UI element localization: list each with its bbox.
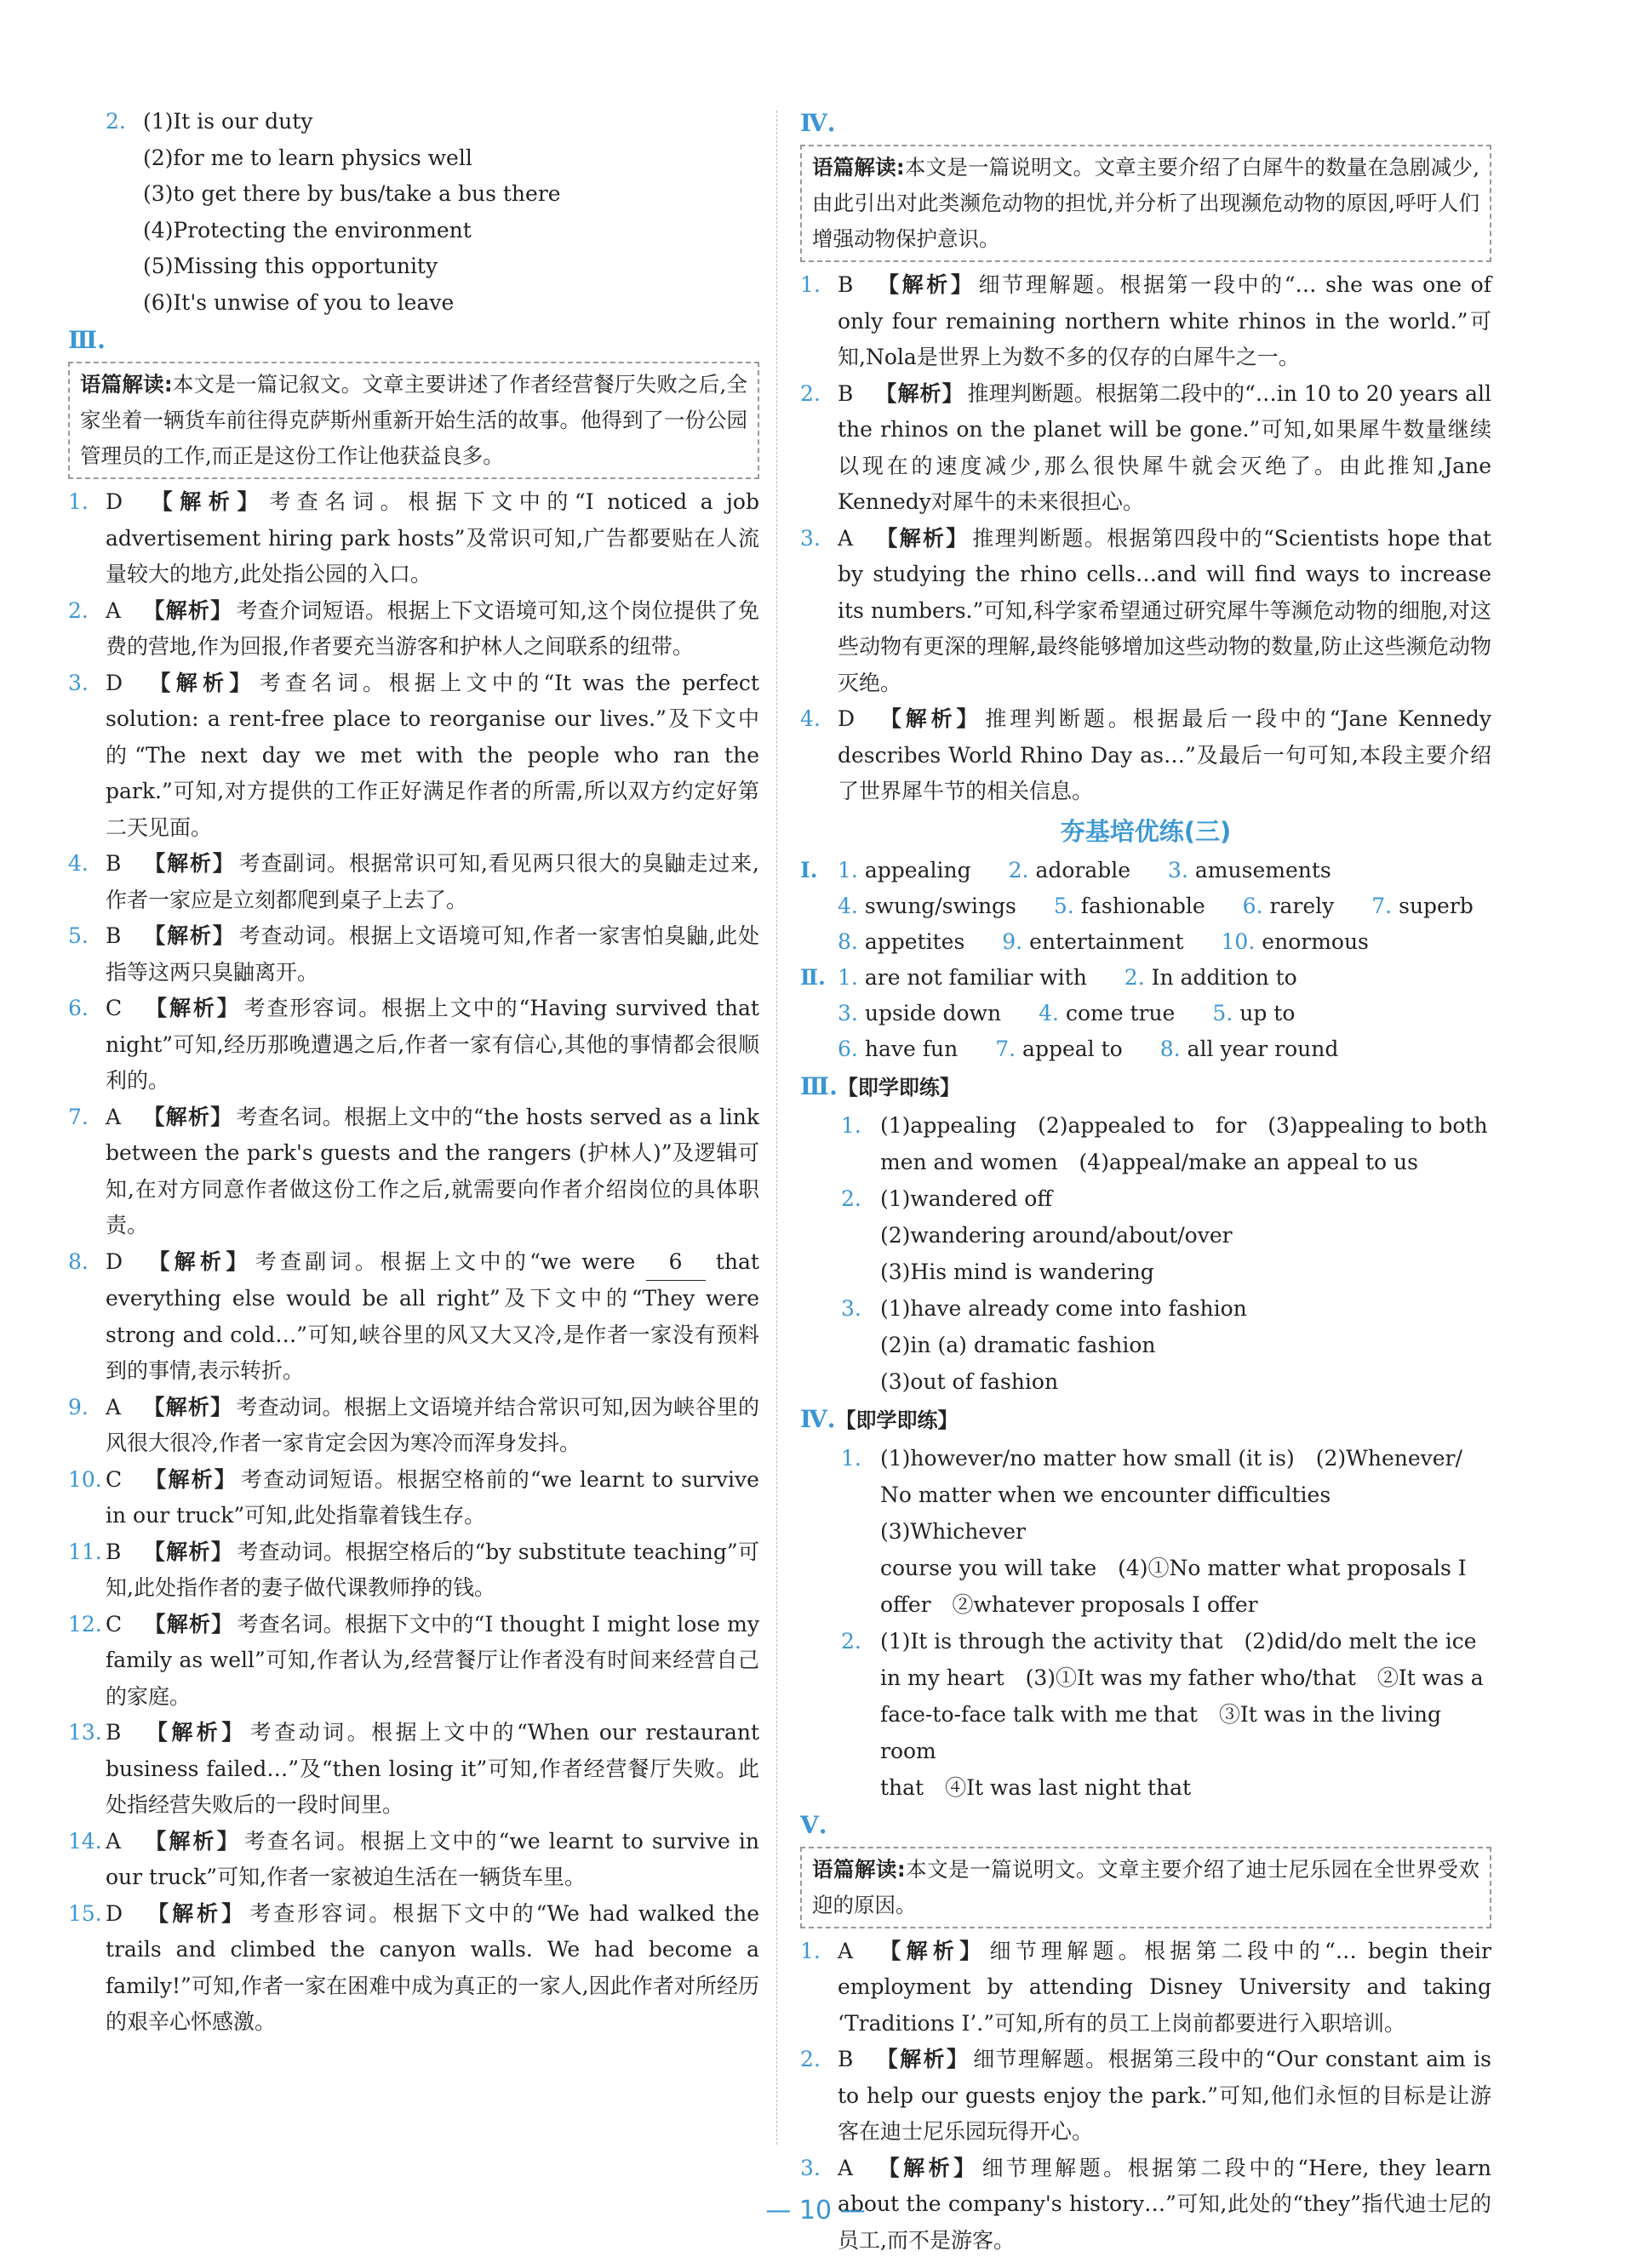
word-answer: swung/swings (864, 893, 1016, 918)
word-number: 6. (1242, 893, 1263, 918)
practice-line (800, 1623, 1491, 1660)
analysis-tag: 【解析】 (143, 597, 233, 623)
analysis-tag: 【解析】 (143, 1104, 233, 1129)
item-number: 4. (68, 851, 89, 876)
answer-item (800, 521, 1491, 702)
analysis-tag: 【解析】 (145, 1900, 247, 1926)
word-answer: up to (1239, 1000, 1296, 1025)
analysis-tag: 【解析】 (875, 2047, 970, 2071)
word-list-cells (838, 996, 1332, 1031)
item-text (838, 1934, 1491, 2042)
word-list-row (800, 996, 1491, 1031)
practice-number: 1. (841, 1112, 861, 1138)
item-number: 7. (68, 1104, 89, 1129)
answer-item (68, 1462, 759, 1534)
item-text (106, 1715, 759, 1824)
answer-item (68, 846, 759, 918)
right-column (800, 104, 1491, 2259)
explanation: 考查介词短语。根据上下文语境可知,这个岗位提供了免费的营地,作为回报,作者要充当游客和护林人之间联系的纽带。 (106, 597, 759, 659)
word-number: 1. (838, 857, 858, 883)
analysis-tag: 【解析】 (875, 2155, 979, 2180)
item-text (106, 1534, 759, 1607)
word-answer: appeal to (1022, 1036, 1123, 1061)
answer-item (68, 1715, 759, 1824)
answer-item (68, 1390, 759, 1462)
answer-letter: D (106, 1900, 123, 1926)
analysis-tag: 【解析】 (144, 1466, 237, 1492)
analysis-tag: 【解析】 (875, 525, 970, 551)
answer-item (68, 1896, 759, 2041)
item-number: 1. (800, 1938, 821, 1963)
item-number: 10. (68, 1466, 102, 1492)
answer-letter: B (106, 1720, 122, 1745)
answer-letter: A (106, 1828, 122, 1854)
practice-line (800, 1660, 1491, 1696)
summary-label: 语篇解读: (812, 1856, 906, 1882)
item-number: 15. (68, 1900, 102, 1926)
item-text (106, 1390, 759, 1462)
item-number: 13. (68, 1720, 102, 1745)
word-cell (1039, 1001, 1193, 1025)
section-5-label: Ⅴ. (800, 1810, 827, 1839)
section-label: Ⅳ. (800, 1404, 836, 1433)
item-text (106, 1244, 759, 1390)
answer-letter: B (838, 2047, 854, 2071)
item-text (838, 2042, 1491, 2151)
answer-item (68, 593, 759, 666)
answer-item (800, 701, 1491, 810)
explanation: 考查形容词。根据下文中的“We had walked the trails and climbed the canyon walls. We had become a family!”可知,作者一家在困难中成为真正的一家人,因此作者对所经历的艰辛心怀感激。 (106, 1900, 759, 2034)
answer-list (68, 484, 759, 1244)
answer-letter: A (838, 1938, 854, 1963)
answer-letter: B (106, 923, 122, 948)
explanation: 细节理解题。根据第一段中的“… she was one of only four remaining northern white rhinos in the world.”可知,Nola是世界上为数不多的仅存的白犀牛之一。 (838, 272, 1491, 369)
word-answer: amusements (1194, 857, 1331, 883)
word-number: 9. (1002, 928, 1023, 954)
answer-item (68, 991, 759, 1100)
item-number: 11. (68, 1539, 102, 1564)
word-list-row (800, 888, 1491, 924)
explanation: 考查动词。根据上文语境并结合常识可知,因为峡谷里的风很大很冷,作者一家肯定会因为寒冷而浑身发抖。 (106, 1394, 759, 1455)
word-answer: are not familiar with (864, 964, 1087, 990)
item-text (106, 484, 759, 593)
analysis-tag: 【解析】 (143, 851, 236, 876)
explanation: 推理判断题。根据最后一段中的“Jane Kennedy describes World Rhino Day as…”及最后一句可知,本段主要介绍了世界犀牛节的相关信息。 (838, 706, 1491, 803)
explanation: 考查动词。根据上文语境可知,作者一家害怕臭鼬,此处指等这两只臭鼬离开。 (106, 923, 759, 985)
item-text-post: that everything else would be all right”及下文中的“They were strong and cold…”可知,峡谷里的风又大又冷,是作者一家没有预料到的事情,表示转折。 (106, 1248, 759, 1383)
analysis-tag: 【解析】 (143, 1539, 234, 1564)
answer-item (68, 666, 759, 847)
summary-text: 本文是一篇记叙文。文章主要讲述了作者经营餐厅失败之后,全家坐着一辆货车前往得克萨斯州重新开始生活的故事。他得到了一份公园管理员的工作,而正是这份工作让他获益良多。 (80, 372, 747, 468)
answer-letter: B (106, 851, 122, 876)
answer-item (68, 176, 759, 213)
item-text (106, 1896, 759, 2041)
answer-letter: A (106, 597, 122, 623)
answer-item (68, 484, 759, 593)
answer-list-continued (68, 1390, 759, 2041)
answer-letter: A (838, 2155, 854, 2180)
answer-letter: D (106, 489, 123, 514)
section-title: 【即学即练】 (835, 1408, 959, 1432)
answer-letter: C (106, 996, 123, 1020)
practice-line (800, 1327, 1491, 1363)
answer-item (68, 1607, 759, 1716)
blank-number: 6 (646, 1244, 706, 1282)
practice-number: 1. (841, 1445, 861, 1471)
word-answer: fashionable (1080, 893, 1205, 918)
practice-text: men and women (4)appeal/make an appeal to us (880, 1149, 1418, 1174)
word-number: 5. (1212, 1000, 1233, 1025)
summary-label: 语篇解读: (812, 155, 905, 180)
word-number: 3. (1168, 857, 1188, 883)
section-label (800, 996, 838, 1031)
item-number: 2. (800, 2047, 821, 2071)
item-text: (2)for me to learn physics well (143, 145, 472, 170)
word-answer: have fun (864, 1036, 959, 1061)
analysis-tag: 【解析】 (875, 1938, 987, 1963)
word-number: 4. (1039, 1000, 1059, 1025)
practice-text: (1)however/no matter how small (it is) (2)Whenever/ (880, 1445, 1462, 1471)
analysis-tag: 【解析】 (145, 1248, 252, 1274)
practice-title: 夯基培优练(三) (1060, 816, 1232, 846)
analysis-tag: 【解析】 (145, 670, 256, 695)
passage-summary-box (800, 145, 1491, 262)
word-answer: appetites (864, 928, 965, 954)
answer-letter: D (838, 706, 856, 731)
practice-line (800, 1440, 1491, 1477)
summary-label: 语篇解读: (80, 372, 173, 397)
answer-item (68, 140, 759, 177)
answer-item (800, 267, 1491, 376)
passage-summary-box (800, 1847, 1491, 1928)
word-cell (1002, 929, 1202, 954)
word-list-row (800, 924, 1491, 960)
section-label (800, 924, 838, 960)
item-number: 14. (68, 1828, 102, 1854)
practice-text: (1)It is through the activity that (2)did/do melt the ice (880, 1628, 1477, 1654)
word-list-2 (800, 960, 1491, 1067)
word-answer: upside down (864, 1000, 1002, 1025)
analysis-tag: 【解析】 (877, 706, 982, 731)
practice-answers-4 (800, 1440, 1491, 1806)
item-text (838, 701, 1491, 810)
analysis-tag: 【解析】 (143, 1828, 241, 1854)
practice-line (800, 1586, 1491, 1623)
explanation: 细节理解题。根据第二段中的“Here, they learn about the company's history…”可知,此处的“they”指代迪士尼的员工,而不是游客。 (838, 2155, 1491, 2253)
word-list-cells (838, 1031, 1376, 1067)
item-number: 6. (68, 996, 89, 1020)
word-cell (838, 929, 983, 954)
answer-item (68, 1244, 759, 1390)
passage-summary-box (68, 362, 759, 479)
word-list-row (800, 1031, 1491, 1067)
analysis-tag: 【解析】 (143, 923, 236, 948)
word-list-cells (838, 888, 1511, 924)
word-cell (1168, 858, 1350, 883)
item-number: 3. (68, 670, 89, 695)
practice-text: (2)in (a) dramatic fashion (880, 1332, 1156, 1357)
word-list-cells (838, 960, 1335, 996)
explanation: 考查名词。根据上文中的“the hosts served as a link between the park's guests and the rangers (护林人)”及逻辑可知,在对方同意作者做这份工作之后,就需要向作者介绍岗位的具体职责。 (106, 1104, 759, 1237)
column-divider (776, 111, 777, 2145)
explanation: 细节理解题。根据第二段中的“… begin their employment by attending Disney University and taking ‘Traditions Ⅰ’.”可知,所有的员工上岗前都要进行入职培训。 (838, 1938, 1491, 2036)
item-text (106, 666, 759, 847)
practice-line (800, 1254, 1491, 1290)
explanation: 考查名词。根据上文中的“It was the perfect solution: a rent-free place to reorganise our lives.”及下文中的“The next day we met with the people who ran the park.”可知,对方提供的工作正好满足作者的所需,所以双方约定好第二天见面。 (106, 670, 759, 840)
word-number: 8. (1159, 1036, 1181, 1061)
word-number: 7. (1371, 893, 1393, 918)
word-cell (995, 1037, 1142, 1061)
practice-text: that ④It was last night that (880, 1774, 1192, 1800)
explanation: 考查动词。根据上文中的“When our restaurant business failed…”及“then losing it”可知,作者经营餐厅失败。此处指经营失败后的一段时间里。 (106, 1720, 759, 1817)
answer-item (800, 376, 1491, 521)
word-number: 10. (1221, 928, 1256, 954)
practice-number: 2. (841, 1628, 861, 1654)
item-text (106, 1824, 759, 1896)
item-number: 12. (68, 1611, 102, 1637)
section-4-label: Ⅳ. (800, 109, 836, 137)
word-answer: In addition to (1151, 964, 1297, 990)
practice-line (800, 1217, 1491, 1254)
analysis-tag: 【解析】 (145, 489, 266, 514)
practice-answers-3 (800, 1107, 1491, 1400)
word-answer: adorable (1035, 857, 1131, 883)
analysis-tag: 【解析】 (143, 1394, 233, 1420)
word-cell (838, 858, 990, 883)
practice-text: (3)out of fashion (880, 1368, 1059, 1394)
practice-line (800, 1144, 1491, 1180)
word-cell (1243, 894, 1353, 918)
item-text: (4)Protecting the environment (143, 217, 472, 243)
practice-text: (1)have already come into fashion (880, 1295, 1247, 1321)
analysis-tag: 【解析】 (875, 380, 964, 406)
explanation: 考查形容词。根据上文中的“Having survived that night”可知,经历那晚遭遇之后,作者一家有信心,其他的事情都会很顺利的。 (106, 996, 759, 1093)
word-cell (1054, 894, 1224, 918)
section-label (800, 1031, 838, 1067)
analysis-tag: 【解析】 (144, 996, 241, 1020)
word-list-row (800, 853, 1491, 888)
word-number: 2. (1008, 857, 1029, 883)
section-3-label: Ⅲ. (68, 326, 106, 354)
item-text (106, 918, 759, 991)
item-text (106, 1100, 759, 1244)
word-answer: enormous (1262, 928, 1369, 954)
section-4-heading (800, 1400, 1491, 1440)
word-number: 6. (838, 1036, 858, 1061)
answer-item (800, 2042, 1491, 2151)
answer-item (800, 1934, 1491, 2042)
word-cell (1125, 965, 1316, 990)
practice-text: (3)His mind is wandering (880, 1259, 1154, 1284)
answer-item (68, 249, 759, 285)
practice-line (800, 1180, 1491, 1217)
answer-letter: A (106, 1394, 122, 1420)
practice-line (800, 1363, 1491, 1400)
item-text (106, 991, 759, 1100)
answer-item (68, 1534, 759, 1607)
item-number: 1. (800, 272, 821, 297)
item-text (838, 376, 1491, 521)
item-number: 2. (106, 109, 126, 134)
practice-text: (2)wandering around/about/over (880, 1222, 1233, 1248)
summary-text: 本文是一篇说明文。文章主要介绍了白犀牛的数量在急剧减少,由此引出对此类濒危动物的担忧,并分析了出现濒危动物的原因,呼吁人们增强动物保护意识。 (812, 155, 1479, 251)
practice-text: in my heart (3)①It was my father who/that ②It was a (880, 1665, 1484, 1690)
item-number: 2. (68, 597, 89, 623)
word-number: 8. (838, 928, 858, 954)
word-cell (838, 894, 1035, 918)
word-cell (838, 1001, 1020, 1025)
item-text (106, 593, 759, 666)
practice-line (800, 1290, 1491, 1327)
word-cell (838, 965, 1106, 990)
answer-item (68, 104, 759, 140)
answer-letter: C (106, 1466, 123, 1492)
practice-text: (1)wandered off (880, 1185, 1053, 1211)
word-cell (1009, 858, 1149, 883)
practice-text: face-to-face talk with me that ③It was in the living room (880, 1701, 1442, 1763)
analysis-tag: 【解析】 (144, 1611, 234, 1637)
explanation: 考查动词短语。根据空格前的“we learnt to survive in our truck”可知,此处指靠着钱生存。 (106, 1466, 759, 1528)
item-number: 4. (800, 706, 821, 731)
item-text (838, 521, 1491, 702)
practice-number: 2. (841, 1185, 861, 1211)
explanation: 考查名词。根据下文中的“I noticed a job advertisement hiring park hosts”及常识可知,广告都要贴在人流量较大的地方,此处指公园的入口。 (106, 489, 759, 586)
top-answer-list (68, 104, 759, 321)
practice-text: No matter when we encounter difficulties (3)Whichever (880, 1482, 1353, 1544)
word-answer: rarely (1269, 893, 1335, 918)
practice-number: 3. (841, 1295, 861, 1321)
explanation: 考查副词。根据常识可知,看见两只很大的臭鼬走过来,作者一家应是立刻都爬到桌子上去了。 (106, 851, 759, 912)
explanation: 考查动词。根据空格后的“by substitute teaching”可知,此处指作者的妻子做代课教师挣的钱。 (106, 1539, 759, 1600)
explanation: 考查名词。根据下文中的“I thought I might lose my family as well”可知,作者认为,经营餐厅让作者没有时间来经营自己的家庭。 (106, 1611, 759, 1709)
item-text (106, 1462, 759, 1534)
answer-letter: A (838, 525, 854, 551)
word-answer: superb (1399, 893, 1474, 918)
word-list-cells (838, 853, 1369, 888)
item-text (838, 267, 1491, 376)
answer-item (68, 285, 759, 322)
item-text (106, 846, 759, 918)
item-text: (5)Missing this opportunity (143, 254, 438, 278)
word-cell (1371, 894, 1492, 918)
item-number: 3. (800, 525, 821, 551)
answer-letter: B (838, 380, 854, 406)
answer-letter: C (106, 1611, 123, 1637)
word-list-row (800, 960, 1491, 996)
word-number: 4. (838, 893, 858, 918)
practice-text: (1)appealing (2)appealed to for (3)appealing to both (880, 1112, 1488, 1138)
practice-line (800, 1550, 1491, 1586)
word-cell (838, 1037, 976, 1061)
practice-line (800, 1107, 1491, 1144)
answer-list (800, 267, 1491, 810)
word-cell (1212, 1001, 1313, 1025)
word-number: 2. (1124, 964, 1145, 990)
word-cell (1222, 929, 1388, 954)
left-column (68, 104, 759, 2041)
practice-text: course you will take (4)①No matter what proposals I (880, 1555, 1467, 1580)
explanation: 推理判断题。根据第二段中的“…in 10 to 20 years all the rhinos on the planet will be gone.”可知,如果犀牛数量继续以现在的速度减少,那么很快犀牛就会灭绝了。由此推知,Jane Kennedy对犀牛的未来很担心。 (838, 380, 1491, 514)
answer-letter: D (106, 1248, 123, 1274)
word-list-1 (800, 853, 1491, 960)
item-text-pre: 考查副词。根据上文中的“we were (255, 1248, 636, 1274)
item-text: (6)It's unwise of you to leave (143, 289, 455, 315)
section-title: 【即学即练】 (837, 1075, 960, 1100)
word-answer: entertainment (1029, 928, 1184, 954)
item-number: 8. (68, 1248, 89, 1274)
practice-text: offer ②whatever proposals I offer (880, 1591, 1258, 1617)
summary-text: 本文是一篇说明文。文章主要介绍了迪士尼乐园在全世界受欢迎的原因。 (812, 1856, 1479, 1917)
answer-letter: D (106, 670, 123, 695)
answer-letter: A (106, 1104, 122, 1129)
page-number: — 10 — (765, 2196, 866, 2225)
practice-line (800, 1477, 1491, 1550)
answer-letter: B (838, 272, 854, 297)
word-number: 7. (995, 1036, 1016, 1061)
explanation: 考查名词。根据上文中的“we learnt to survive in our truck”可知,作者一家被迫生活在一辆货车里。 (106, 1828, 759, 1889)
section-3-heading (800, 1067, 1491, 1107)
item-text: (3)to get there by bus/take a bus there (143, 181, 561, 206)
item-number: 1. (68, 489, 89, 514)
practice-line (800, 1769, 1491, 1806)
word-answer: all year round (1187, 1036, 1339, 1061)
item-text (106, 1607, 759, 1716)
section-label: Ⅰ. (800, 857, 818, 883)
word-answer: appealing (864, 857, 971, 883)
answer-item (68, 213, 759, 249)
word-answer: come true (1065, 1000, 1176, 1025)
word-list-cells (838, 924, 1406, 960)
answer-item (68, 1824, 759, 1896)
item-number: 3. (800, 2155, 821, 2180)
explanation: 推理判断题。根据第四段中的“Scientists hope that by studying the rhino cells…and will find ways to increase its numbers.”可知,科学家希望通过研究犀牛等濒危动物的细胞,对这些动物有更深的理解,最终能够增加这些动物的数量,防止这些濒危动物灭绝。 (838, 525, 1491, 695)
answer-item (68, 918, 759, 991)
section-label: Ⅱ. (800, 964, 826, 990)
answer-item (68, 1100, 759, 1244)
explanation: 细节理解题。根据第三段中的“Our constant aim is to help our guests enjoy the park.”可知,他们永恒的目标是让游客在迪士尼乐园玩得开心。 (838, 2047, 1491, 2144)
item-number: 2. (800, 380, 821, 406)
item-number: 9. (68, 1394, 89, 1420)
section-label (800, 888, 838, 924)
analysis-tag: 【解析】 (143, 1720, 247, 1745)
answer-letter: B (106, 1539, 122, 1564)
word-number: 3. (838, 1000, 858, 1025)
word-number: 5. (1053, 893, 1074, 918)
practice-line (800, 1696, 1491, 1769)
word-number: 1. (838, 964, 858, 990)
analysis-tag: 【解析】 (875, 272, 976, 297)
section-label: Ⅲ. (800, 1071, 838, 1100)
item-text: (1)It is our duty (143, 109, 313, 134)
word-cell (1160, 1037, 1358, 1061)
item-number: 5. (68, 923, 89, 948)
